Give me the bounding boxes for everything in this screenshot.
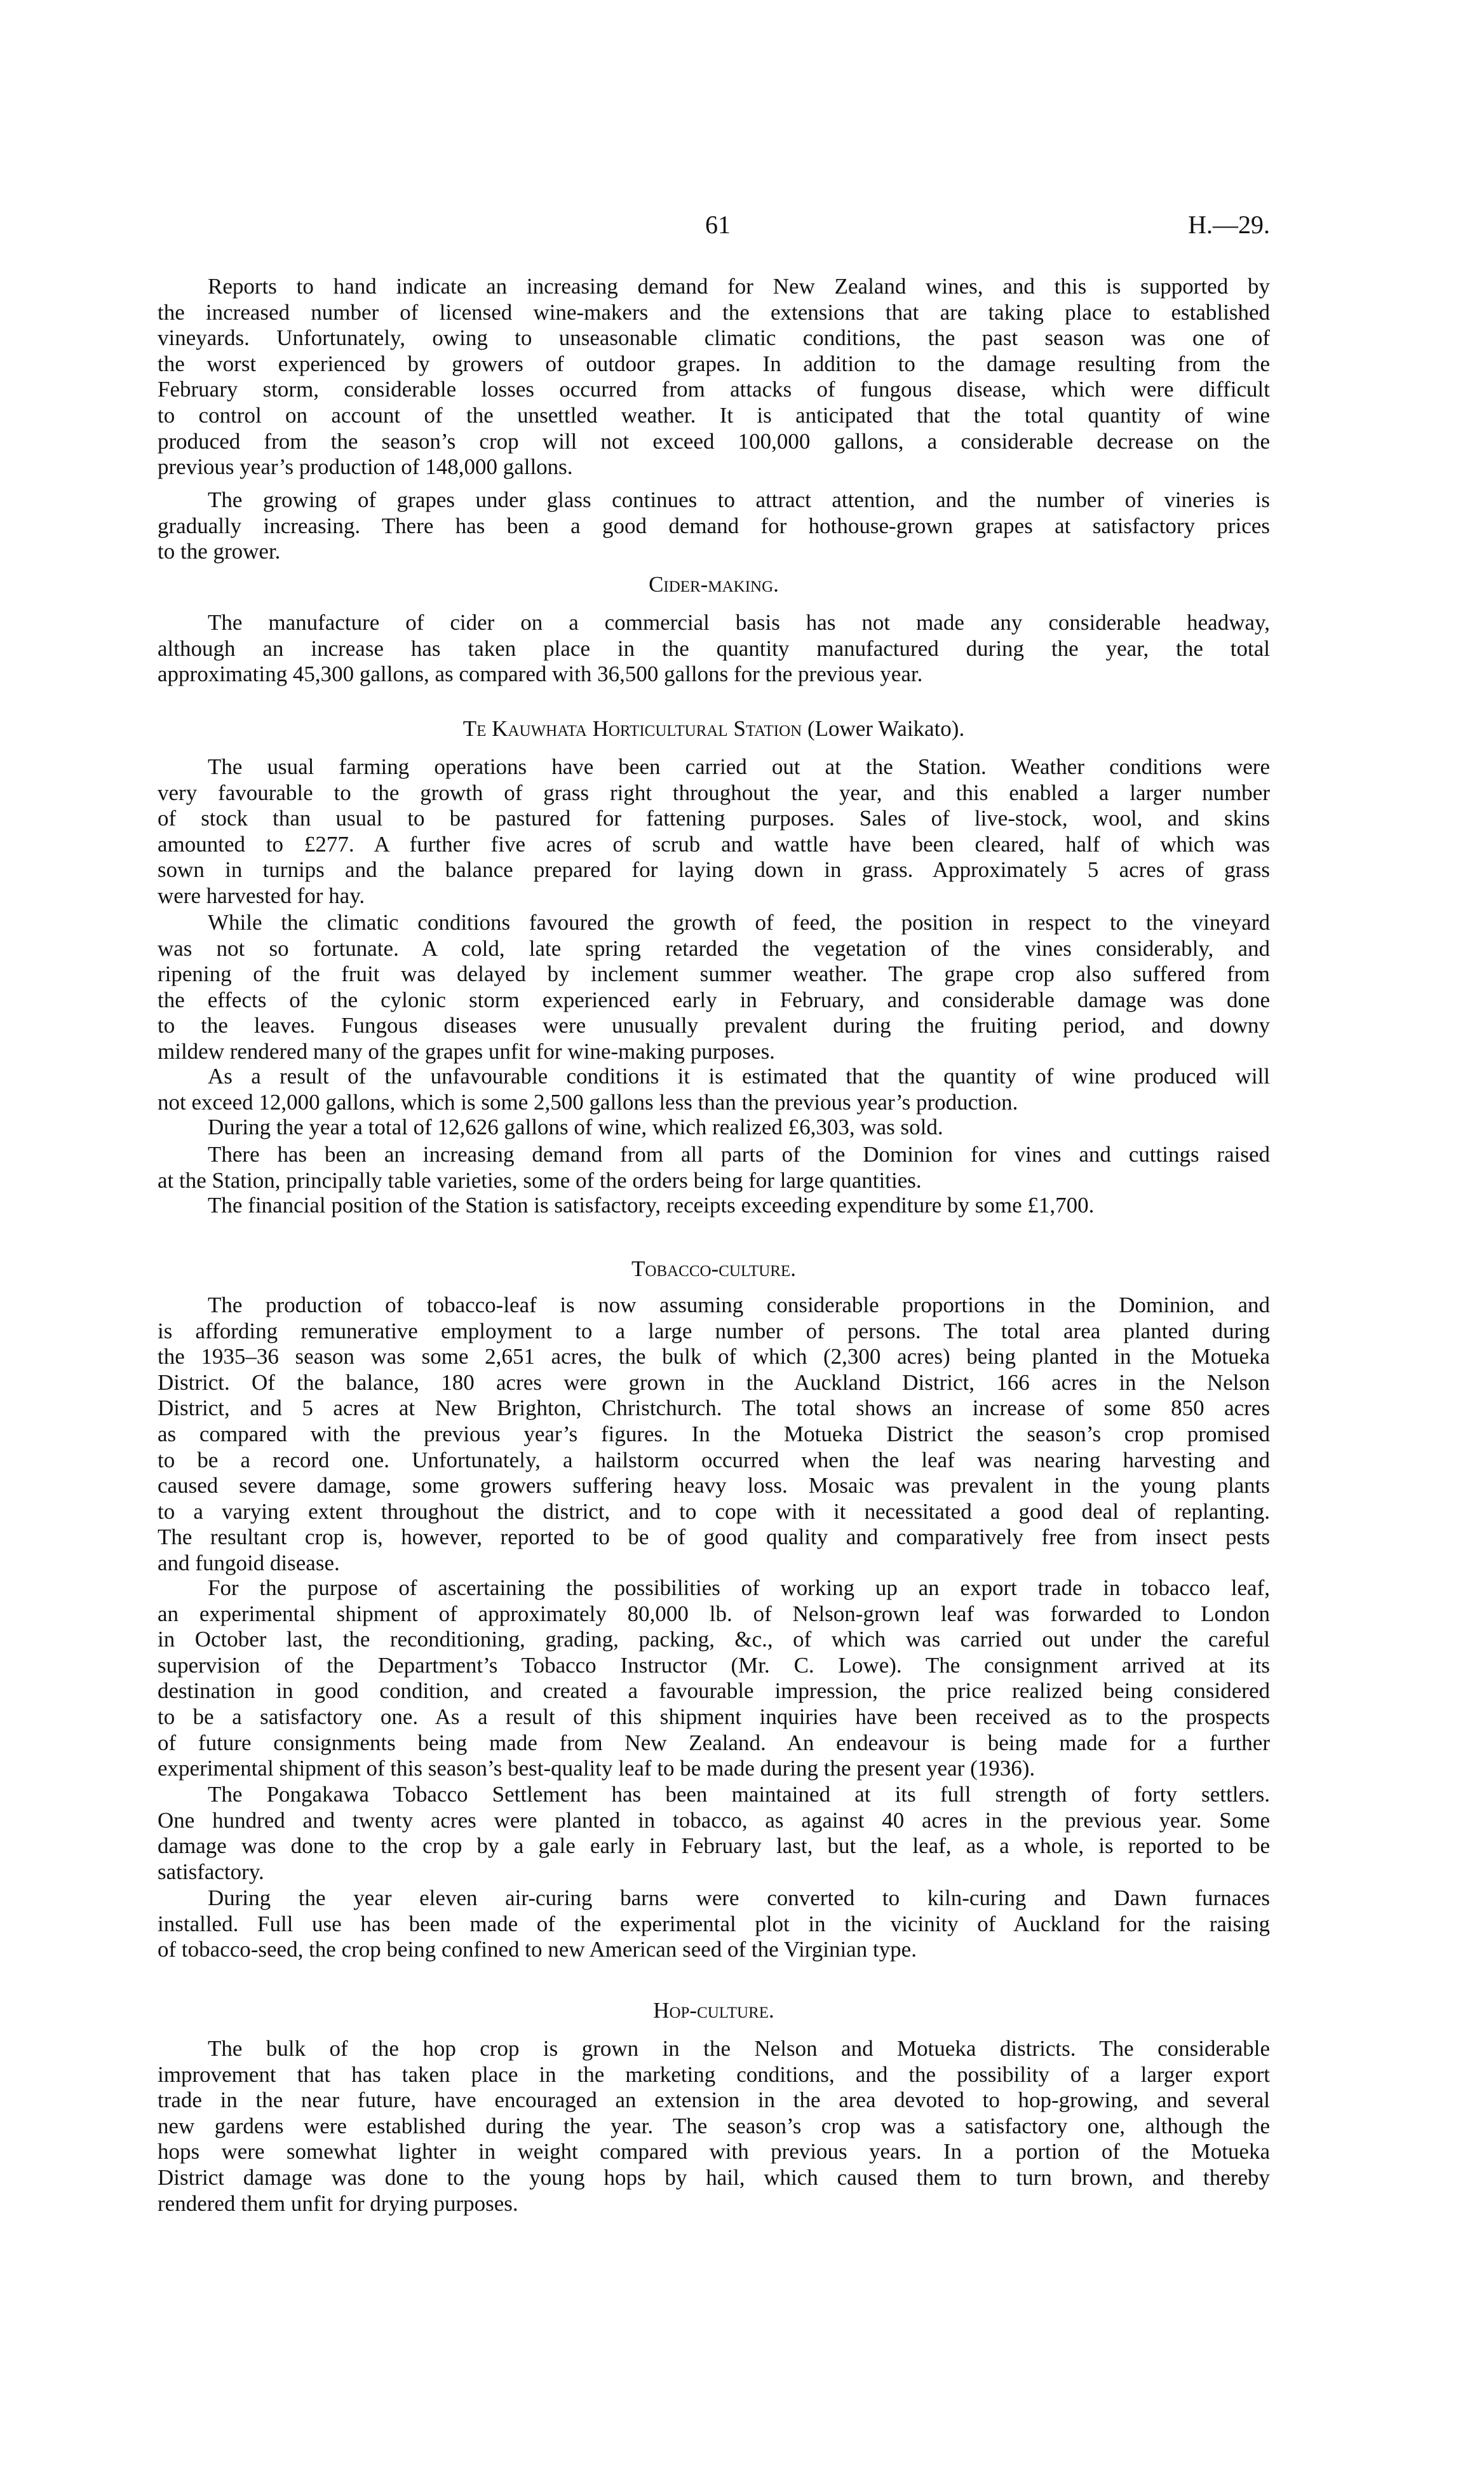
paragraph-line: As a result of the unfavourable conditions it is estimated that the quantity of wine produced will [208, 1064, 1270, 1089]
paragraph-line: is affording remunerative employment to a large number of persons. The total area planted during [158, 1318, 1270, 1343]
paragraph [158, 2036, 1270, 2217]
paragraph [158, 610, 1270, 688]
paragraph-line: While the climatic conditions favoured the growth of feed, the position in respect to the vineyard [208, 910, 1270, 935]
section-heading [158, 1256, 1270, 1282]
section-heading-title: Hop-culture. [653, 1998, 774, 2023]
paragraph-line: in October last, the reconditioning, grading, packing, &c., of which was carried out under the careful [158, 1627, 1270, 1652]
paragraph-line: new gardens were established during the year. The season’s crop was a satisfactory one, although the [158, 2113, 1270, 2138]
paragraph-line: The manufacture of cider on a commercial basis has not made any considerable headway, [208, 610, 1270, 635]
paragraph-line: destination in good condition, and created a favourable impression, the price realized being considered [158, 1678, 1270, 1704]
paragraph-line: to the grower. [158, 539, 281, 564]
paragraph-line: District, and 5 acres at New Brighton, Christchurch. The total shows an increase of some 850 acres [158, 1395, 1270, 1421]
paragraph-line: vineyards. Unfortunately, owing to unseasonable climatic conditions, the past season was one of [158, 325, 1270, 351]
paragraph-line: to be a record one. Unfortunately, a hailstorm occurred when the leaf was nearing harvesting and [158, 1447, 1270, 1472]
paragraph-line: The growing of grapes under glass continues to attract attention, and the number of vineries is [208, 487, 1270, 512]
paragraph-line: the increased number of licensed wine-makers and the extensions that are taking place to established [158, 299, 1270, 325]
paragraph-line: previous year’s production of 148,000 gallons. [158, 454, 573, 480]
paragraph-line: of future consignments being made from New Zealand. An endeavour is being made for a further [158, 1730, 1270, 1755]
paragraph-line: experimental shipment of this season’s best-quality leaf to be made during the present year (1936). [158, 1756, 1035, 1781]
paragraph-line: the 1935–36 season was some 2,651 acres, the bulk of which (2,300 acres) being planted in the Motueka [158, 1344, 1270, 1369]
section-heading-title: Cider-making. [649, 572, 779, 597]
paragraph-line: installed. Full use has been made of the experimental plot in the vicinity of Auckland for the raising [158, 1911, 1270, 1936]
paragraph-line: the effects of the cylonic storm experienced early in February, and considerable damage was done [158, 987, 1270, 1012]
paragraph-line: were harvested for hay. [158, 883, 365, 908]
section-heading-subtitle: (Lower Waikato). [802, 716, 965, 741]
paragraph-line: The usual farming operations have been carried out at the Station. Weather conditions were [208, 754, 1270, 779]
paragraph-line: improvement that has taken place in the marketing conditions, and the possibility of a larger export [158, 2061, 1270, 2087]
paragraph-line: to be a satisfactory one. As a result of this shipment inquiries have been received as to the prospects [158, 1704, 1270, 1729]
paragraph-line: The Pongakawa Tobacco Settlement has been maintained at its full strength of forty settlers. [208, 1782, 1270, 1807]
paragraph-line: The financial position of the Station is satisfactory, receipts exceeding expenditure by some £1,700. [208, 1193, 1095, 1218]
paragraph-line: of tobacco-seed, the crop being confined to new American seed of the Virginian type. [158, 1937, 917, 1962]
paragraph [158, 1064, 1270, 1115]
paragraph-line: There has been an increasing demand from all parts of the Dominion for vines and cuttings raised [208, 1142, 1270, 1167]
paragraph-line: sown in turnips and the balance prepared for laying down in grass. Approximately 5 acres of grass [158, 857, 1270, 883]
paragraph [158, 487, 1270, 565]
paragraph-line: hops were somewhat lighter in weight compared with previous years. In a portion of the Motueka [158, 2139, 1270, 2164]
paragraph-line: District damage was done to the young hops by hail, which caused them to turn brown, and thereby [158, 2164, 1270, 2190]
paragraph-line: to a varying extent throughout the district, and to cope with it necessitated a good deal of replanting. [158, 1498, 1270, 1524]
paragraph-line: the worst experienced by growers of outdoor grapes. In addition to the damage resulting from the [158, 351, 1270, 376]
paragraph-line: not exceed 12,000 gallons, which is some 2,500 gallons less than the previous year’s production. [158, 1089, 1018, 1115]
section-heading-title: Te Kauwhata Horticultural Station [462, 716, 802, 741]
paragraph-line: Reports to hand indicate an increasing demand for New Zealand wines, and this is supported by [208, 274, 1270, 299]
section-heading [158, 571, 1270, 598]
paragraph-line: as compared with the previous year’s figures. In the Motueka District the season’s crop promised [158, 1421, 1270, 1446]
paragraph-line: damage was done to the crop by a gale early in February last, but the leaf, as a whole, is reported to be [158, 1833, 1270, 1859]
paragraph-line: The bulk of the hop crop is grown in the Nelson and Motueka districts. The considerable [208, 2036, 1270, 2061]
paragraph-line: mildew rendered many of the grapes unfit for wine-making purposes. [158, 1038, 775, 1064]
paragraph [158, 754, 1270, 909]
paragraph-line: gradually increasing. There has been a good demand for hothouse-grown grapes at satisfactory prices [158, 513, 1270, 538]
paragraph-line: at the Station, principally table varieties, some of the orders being for large quantities. [158, 1167, 922, 1193]
paragraph-line: District. Of the balance, 180 acres were grown in the Auckland District, 166 acres in the Nelson [158, 1369, 1270, 1395]
paragraph [158, 274, 1270, 480]
paragraph-line: of stock than usual to be pastured for fattening purposes. Sales of live-stock, wool, and skins [158, 806, 1270, 831]
paragraph-line: caused severe damage, some growers suffering heavy loss. Mosaic was prevalent in the young plants [158, 1473, 1270, 1498]
paragraph-line: was not so fortunate. A cold, late spring retarded the vegetation of the vines considerably, and [158, 935, 1270, 961]
paragraph-line: The production of tobacco-leaf is now assuming considerable proportions in the Dominion, and [208, 1293, 1270, 1317]
paragraph-line: very favourable to the growth of grass right throughout the year, and this enabled a larger number [158, 780, 1270, 805]
paragraph-line: February storm, considerable losses occurred from attacks of fungous disease, which were difficult [158, 377, 1270, 402]
section-heading-title: Tobacco-culture. [631, 1256, 796, 1281]
paragraph-line: amounted to £277. A further five acres of scrub and wattle have been cleared, half of which was [158, 831, 1270, 857]
paragraph-line: to the leaves. Fungous diseases were unusually prevalent during the fruiting period, and downy [158, 1013, 1270, 1038]
paragraph-line: produced from the season’s crop will not exceed 100,000 gallons, a considerable decrease on the [158, 428, 1270, 454]
paragraph [158, 1115, 1270, 1141]
paragraph [158, 910, 1270, 1065]
paragraph [158, 1575, 1270, 1782]
paragraph-line: satisfactory. [158, 1859, 264, 1884]
paragraph-line: trade in the near future, have encouraged an extension in the area devoted to hop-growing, and several [158, 2088, 1270, 2113]
paragraph-line: an experimental shipment of approximately 80,000 lb. of Nelson-grown leaf was forwarded to London [158, 1601, 1270, 1626]
paragraph-line: rendered them unfit for drying purposes. [158, 2190, 518, 2216]
page-number: 61 [705, 210, 731, 239]
paragraph [158, 1885, 1270, 1963]
paragraph-line: During the year eleven air-curing barns were converted to kiln-curing and Dawn furnaces [208, 1885, 1270, 1910]
paragraph-line: to control on account of the unsettled weather. It is anticipated that the total quantity of wine [158, 402, 1270, 428]
paragraph-line: and fungoid disease. [158, 1550, 340, 1575]
section-heading [158, 716, 1270, 742]
paragraph-line: The resultant crop is, however, reported to be of good quality and comparatively free from insect pests [158, 1524, 1270, 1550]
paragraph-line: One hundred and twenty acres were planted in tobacco, as against 40 acres in the previous year. Some [158, 1807, 1270, 1833]
section-heading [158, 1997, 1270, 2024]
document-reference: H.—29. [1188, 210, 1270, 239]
paragraph-line: supervision of the Department’s Tobacco Instructor (Mr. C. Lowe). The consignment arrived at its [158, 1652, 1270, 1678]
paragraph [158, 1293, 1270, 1577]
paragraph-line: although an increase has taken place in the quantity manufactured during the year, the total [158, 635, 1270, 661]
paragraph [158, 1142, 1270, 1193]
paragraph [158, 1193, 1270, 1219]
paragraph-line: ripening of the fruit was delayed by inclement summer weather. The grape crop also suffered from [158, 961, 1270, 987]
paragraph-line: During the year a total of 12,626 gallons of wine, which realized £6,303, was sold. [208, 1115, 943, 1139]
paragraph [158, 1782, 1270, 1885]
paragraph-line: approximating 45,300 gallons, as compared with 36,500 gallons for the previous year. [158, 662, 923, 687]
paragraph-line: For the purpose of ascertaining the possibilities of working up an export trade in tobacco leaf, [208, 1575, 1270, 1600]
